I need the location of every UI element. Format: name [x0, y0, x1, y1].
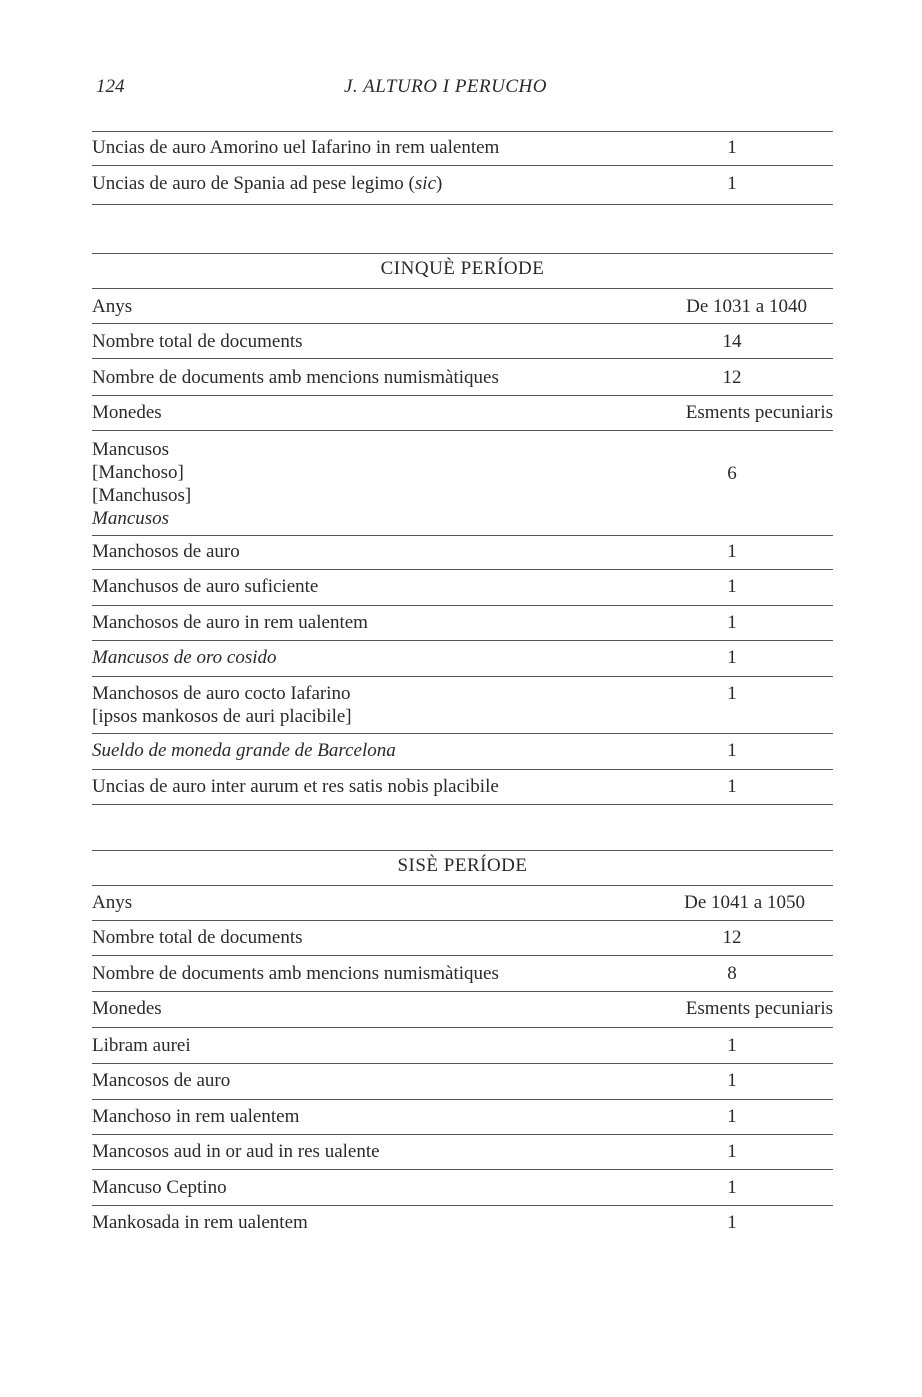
rule [92, 535, 833, 536]
coin-label: Uncias de auro de Spania ad pese legimo (sic) [92, 173, 443, 194]
rule [92, 1099, 833, 1100]
coin-count: 6 [727, 463, 737, 484]
section-title: CINQUÈ PERÍODE [380, 258, 545, 279]
coin-label: Uncias de auro Amorino uel Iafarino in rem ualentem [92, 137, 500, 158]
coin-count: 1 [727, 776, 737, 797]
section-title: SISÈ PERÍODE [397, 855, 528, 876]
total-label: Nombre total de documents [92, 331, 303, 352]
coin-label: Sueldo de moneda grande de Barcelona [92, 740, 396, 761]
rule [92, 1063, 833, 1064]
coin-count: 1 [727, 612, 737, 633]
rule [92, 288, 833, 289]
rule [92, 131, 833, 132]
coin-count: 1 [727, 1106, 737, 1127]
coin-label: Uncias de auro inter aurum et res satis nobis placibile [92, 776, 499, 797]
variant-line: [Manchusos] [92, 485, 192, 506]
coin-label: Manchusos de auro suficiente [92, 576, 319, 597]
numismatic-label: Nombre de documents amb mencions numismàtiques [92, 367, 499, 388]
rule [92, 204, 833, 205]
coin-count: 1 [727, 647, 737, 668]
years-value: De 1031 a 1040 [686, 296, 807, 317]
rule [92, 165, 833, 166]
rule [92, 804, 833, 805]
rule [92, 253, 833, 254]
years-value: De 1041 a 1050 [684, 892, 805, 913]
coin-label: Mancusos de oro cosido [92, 647, 277, 668]
rule [92, 605, 833, 606]
coin-note: [ipsos mankosos de auri placibile] [92, 706, 352, 727]
years-label: Anys [92, 296, 133, 317]
variant-line-italic: Mancusos [92, 508, 170, 529]
numismatic-label: Nombre de documents amb mencions numismàtiques [92, 963, 499, 984]
coin-count: 1 [727, 137, 737, 158]
mentions-header: Esments pecuniaris [685, 402, 833, 423]
rule [92, 920, 833, 921]
rule [92, 991, 833, 992]
coin-count: 1 [727, 1035, 737, 1056]
rule [92, 955, 833, 956]
rule [92, 358, 833, 359]
coin-count: 1 [727, 1141, 737, 1162]
rule [92, 640, 833, 641]
coin-count: 1 [727, 1177, 737, 1198]
total-value: 14 [722, 331, 742, 352]
rule [92, 885, 833, 886]
page-header [92, 76, 832, 106]
coin-label: Manchoso in rem ualentem [92, 1106, 300, 1127]
rule [92, 1205, 833, 1206]
rule [92, 1134, 833, 1135]
coin-count: 1 [727, 541, 737, 562]
rule [92, 676, 833, 677]
coin-label: Mancuso Ceptino [92, 1177, 227, 1198]
rule [92, 850, 833, 851]
rule [92, 733, 833, 734]
numismatic-value: 12 [722, 367, 742, 388]
coin-count: 1 [727, 1212, 737, 1233]
coin-label: Libram aurei [92, 1035, 191, 1056]
coin-label: Manchosos de auro [92, 541, 240, 562]
rule [92, 569, 833, 570]
coin-label: Mankosada in rem ualentem [92, 1212, 308, 1233]
rule [92, 769, 833, 770]
variant-line: [Manchoso] [92, 462, 184, 483]
page-number: 124 [96, 76, 125, 97]
total-label: Nombre total de documents [92, 927, 303, 948]
coin-count: 1 [727, 173, 737, 194]
numismatic-value: 8 [727, 963, 737, 984]
rule [92, 395, 833, 396]
coin-label: Manchosos de auro in rem ualentem [92, 612, 368, 633]
coins-label: Monedes [92, 402, 162, 423]
rule [92, 430, 833, 431]
coin-count: 1 [727, 576, 737, 597]
running-title: J. ALTURO I PERUCHO [344, 76, 547, 97]
coin-label: Manchosos de auro cocto Iafarino [92, 683, 351, 704]
coin-count: 1 [727, 683, 737, 704]
years-label: Anys [92, 892, 133, 913]
coins-label: Monedes [92, 998, 162, 1019]
coin-label: Mancosos de auro [92, 1070, 231, 1091]
coin-label: Mancosos aud in or aud in res ualente [92, 1141, 380, 1162]
variant-line: Mancusos [92, 439, 170, 460]
mentions-header: Esments pecuniaris [685, 998, 833, 1019]
rule [92, 323, 833, 324]
rule [92, 1169, 833, 1170]
coin-count: 1 [727, 740, 737, 761]
rule [92, 1027, 833, 1028]
coin-count: 1 [727, 1070, 737, 1091]
total-value: 12 [722, 927, 742, 948]
